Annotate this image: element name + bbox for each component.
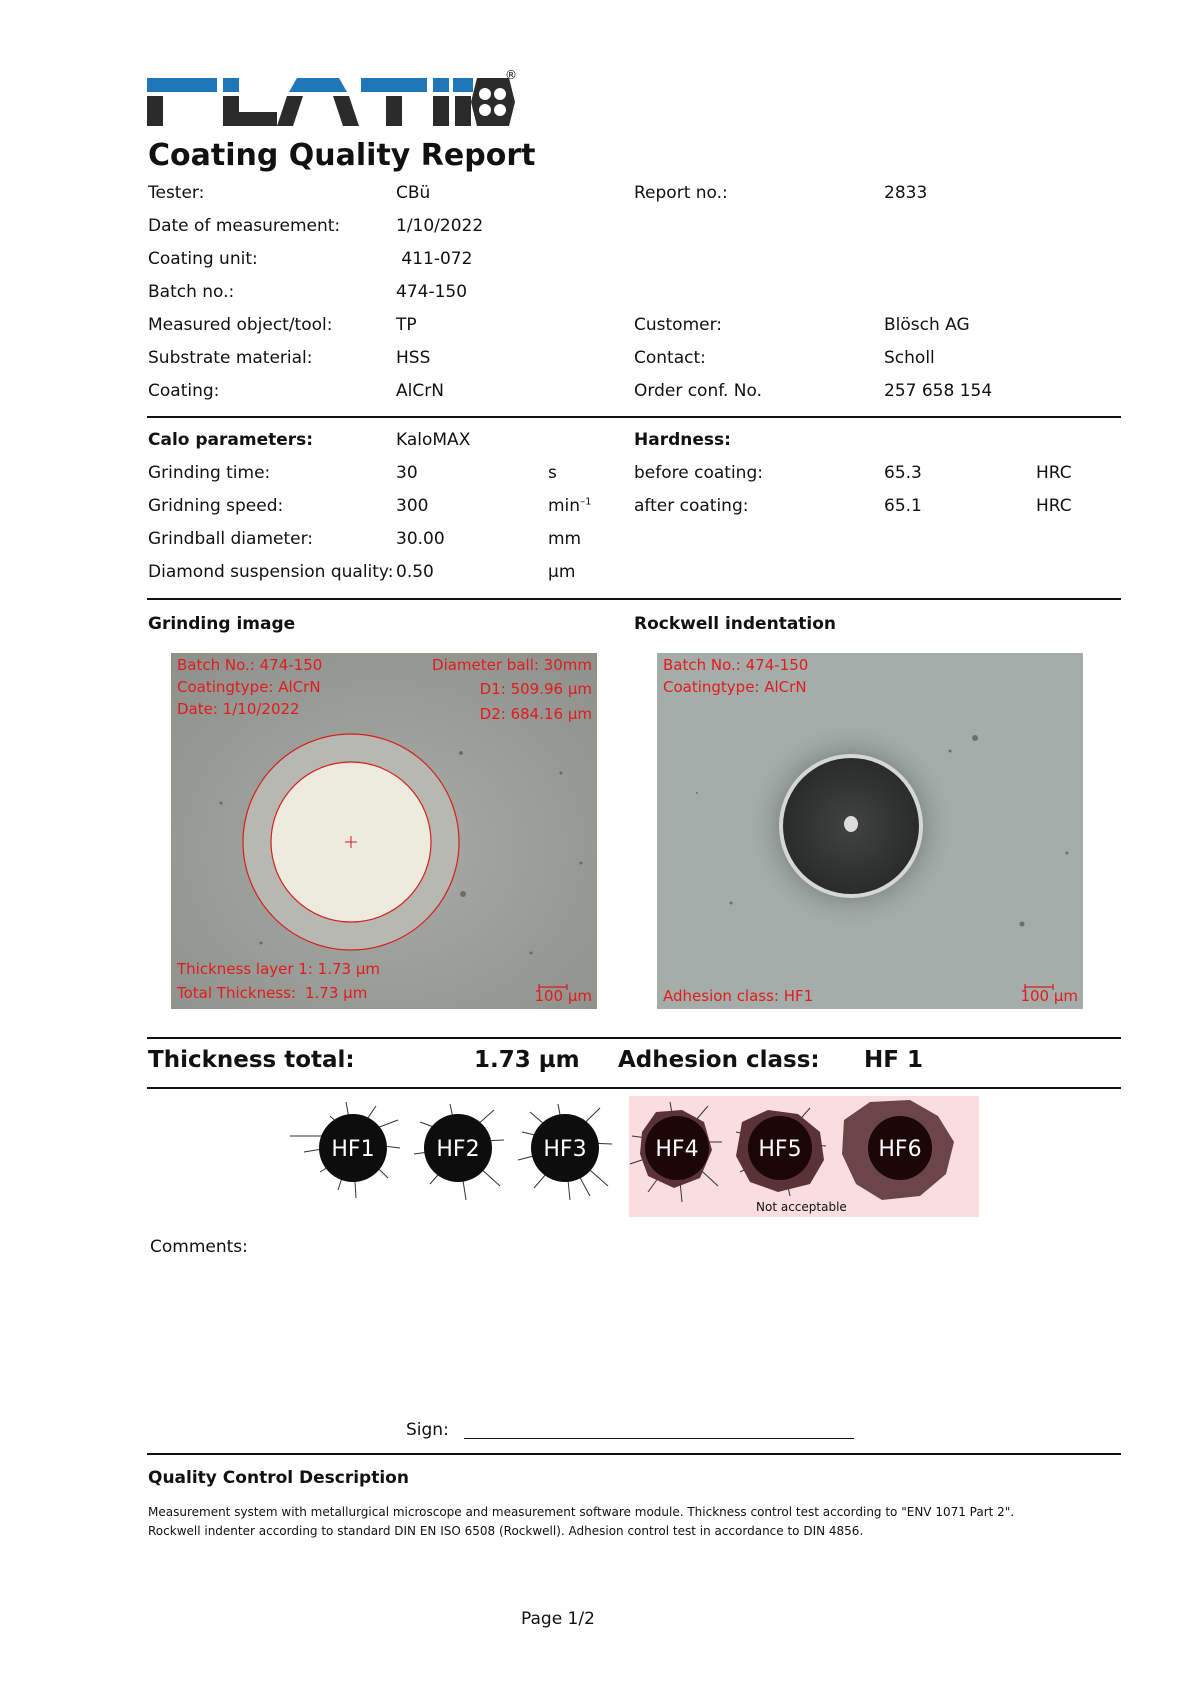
grinding-coating-annotation: Coatingtype: AlCrN — [177, 678, 321, 696]
measured-object-value: TP — [396, 315, 417, 335]
hex-cells-icon — [471, 78, 515, 126]
grinding-time-value: 30 — [396, 463, 418, 483]
grinding-scale-bar-label: 100 µm — [534, 987, 592, 1005]
grindball-value: 30.00 — [396, 529, 445, 549]
tester-label: Tester: — [148, 183, 205, 203]
adhesion-class-annotation: Adhesion class: HF1 — [663, 987, 814, 1005]
hardness-after-value: 65.1 — [884, 496, 922, 516]
qc-line-1: Measurement system with metallurgical microscope and measurement software module. Thickness control test according to "ENV 1071 Part 2". — [148, 1505, 1015, 1519]
signature-line[interactable] — [464, 1438, 854, 1439]
total-thickness-annotation-value: 1.73 µm — [305, 984, 368, 1002]
hf5-label: HF5 — [758, 1137, 802, 1162]
platit-logo — [147, 68, 517, 130]
grinding-speed-unit — [548, 496, 591, 516]
batch-label: Batch no.: — [148, 282, 235, 302]
grindball-label: Grindball diameter: — [148, 529, 314, 549]
page-number: Page 1/2 — [521, 1609, 595, 1629]
calo-device: KaloMAX — [396, 430, 471, 450]
diamond-label: Diamond suspension quality: — [148, 562, 394, 582]
date-label: Date of measurement: — [148, 216, 341, 236]
grinding-date-annotation: Date: 1/10/2022 — [177, 700, 300, 718]
divider — [147, 1087, 1121, 1089]
hardness-before-value: 65.3 — [884, 463, 922, 483]
coating-value: AlCrN — [396, 381, 444, 401]
coating-unit-label: Coating unit: — [148, 249, 258, 269]
qc-heading: Quality Control Description — [148, 1468, 409, 1488]
report-no-value: 2833 — [884, 183, 928, 203]
diamond-unit: µm — [548, 562, 576, 582]
coating-unit-value: 411-072 — [396, 249, 473, 269]
hf3-label: HF3 — [543, 1137, 587, 1162]
substrate-value: HSS — [396, 348, 431, 368]
order-label: Order conf. No. — [634, 381, 763, 401]
d2-annotation: D2: 684.16 µm — [479, 705, 592, 723]
grinding-speed-unit-base: min — [548, 496, 581, 516]
contact-value: Scholl — [884, 348, 935, 368]
batch-value: 474-150 — [396, 282, 468, 302]
thickness-total-value: 1.73 µm — [474, 1047, 580, 1073]
qc-line-2: Rockwell indenter according to standard DIN EN ISO 6508 (Rockwell). Adhesion control test in accordance to DIN 4856. — [148, 1524, 864, 1538]
adhesion-class-label: Adhesion class: — [618, 1047, 820, 1073]
not-acceptable-label: Not acceptable — [756, 1200, 847, 1214]
grinding-speed-unit-exponent: –1 — [580, 496, 592, 508]
registered-mark: ® — [505, 68, 517, 82]
grinding-time-label: Grinding time: — [148, 463, 271, 483]
order-value: 257 658 154 — [884, 381, 993, 401]
measured-object-label: Measured object/tool: — [148, 315, 333, 335]
rockwell-coating-annotation: Coatingtype: AlCrN — [663, 678, 807, 696]
grinding-speed-label: Gridning speed: — [148, 496, 284, 516]
calo-heading: Calo parameters: — [148, 430, 314, 450]
grinding-image-heading: Grinding image — [148, 614, 296, 634]
sign-label: Sign: — [406, 1420, 449, 1440]
hardness-before-label: before coating: — [634, 463, 763, 483]
hf1-label: HF1 — [331, 1137, 375, 1162]
rockwell-scale-bar-label: 100 µm — [1020, 987, 1078, 1005]
customer-label: Customer: — [634, 315, 723, 335]
d1-annotation: D1: 509.96 µm — [479, 680, 592, 698]
grindball-unit: mm — [548, 529, 582, 549]
grinding-speed-value: 300 — [396, 496, 429, 516]
grinding-image — [171, 653, 597, 1009]
hardness-before-unit: HRC — [1036, 463, 1072, 483]
rockwell-image-heading: Rockwell indentation — [634, 614, 837, 634]
platit-logo-graphic — [147, 74, 517, 130]
thickness-total-label: Thickness total: — [148, 1047, 355, 1073]
divider — [147, 598, 1121, 600]
report-title: Coating Quality Report — [148, 138, 536, 173]
divider — [147, 1453, 1121, 1455]
rockwell-batch-annotation: Batch No.: 474-150 — [663, 656, 809, 674]
ball-diameter-annotation: Diameter ball: 30mm — [432, 656, 592, 674]
customer-value: Blösch AG — [884, 315, 970, 335]
divider — [147, 1037, 1121, 1039]
comments-label: Comments: — [150, 1237, 248, 1257]
indentation-graphic — [657, 653, 1083, 1009]
report-no-label: Report no.: — [634, 183, 728, 203]
rockwell-image — [657, 653, 1083, 1009]
contact-label: Contact: — [634, 348, 706, 368]
comments-area[interactable] — [150, 1262, 1110, 1402]
date-value: 1/10/2022 — [396, 216, 484, 236]
hardness-after-label: after coating: — [634, 496, 749, 516]
total-thickness-annotation-label: Total Thickness: — [177, 984, 296, 1002]
divider — [147, 416, 1121, 418]
hardness-heading: Hardness: — [634, 430, 731, 450]
hardness-after-unit: HRC — [1036, 496, 1072, 516]
substrate-label: Substrate material: — [148, 348, 313, 368]
hf6-label: HF6 — [878, 1137, 922, 1162]
hf2-label: HF2 — [436, 1137, 480, 1162]
adhesion-class-value: HF 1 — [864, 1047, 923, 1073]
grinding-batch-annotation: Batch No.: 474-150 — [177, 656, 323, 674]
diamond-value: 0.50 — [396, 562, 434, 582]
coating-label: Coating: — [148, 381, 220, 401]
tester-value: CBü — [396, 183, 431, 203]
grinding-time-unit: s — [548, 463, 557, 483]
hf-adhesion-scale — [290, 1092, 1010, 1222]
layer-thickness-annotation: Thickness layer 1: 1.73 µm — [177, 960, 380, 978]
hf4-label: HF4 — [655, 1137, 699, 1162]
